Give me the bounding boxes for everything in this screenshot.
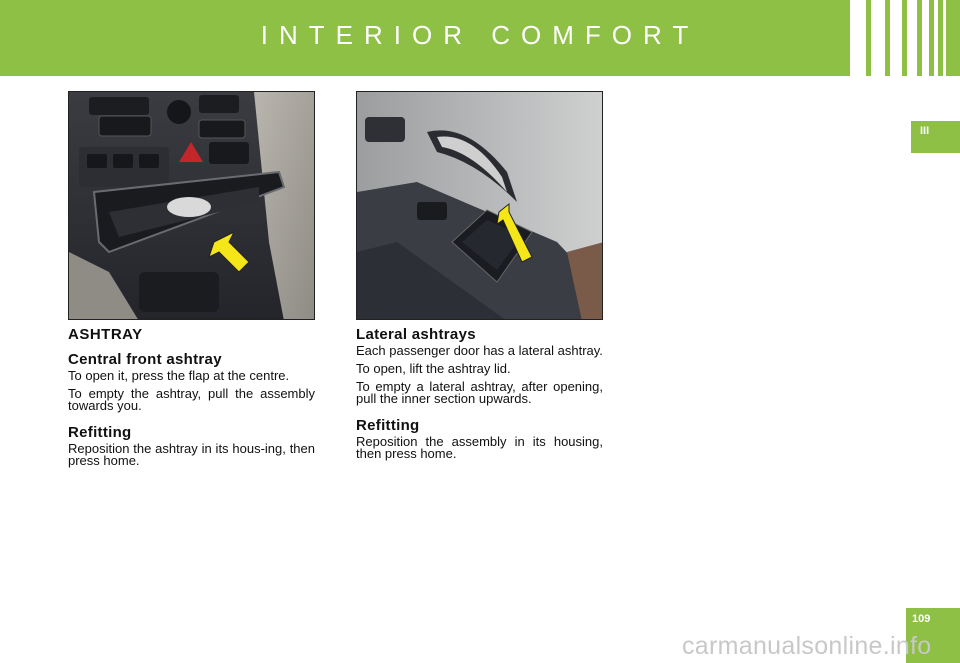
header-bar [0,0,960,76]
subheading: Refitting [68,424,132,441]
left-column [68,326,315,473]
header-stripe [922,0,929,76]
subheading: Lateral ashtrays [356,326,476,343]
header-stripe [907,0,917,76]
lateral-ashtray-photo [356,91,603,320]
central-ashtray-photo [68,91,315,320]
subheading: Central front ashtray [68,351,222,368]
chapter-tab[interactable]: III [911,121,960,153]
page-title: INTERIOR COMFORT [260,20,700,50]
paragraph: Each passenger door has a lateral ashtray. [356,343,603,358]
paragraph: Reposition the ashtray in its hous-ing, then press home. [68,441,315,468]
paragraph: To empty the ashtray, pull the assembly towards you. [68,386,315,413]
paragraph: To open, lift the ashtray lid. [356,361,511,376]
header-stripe [871,0,885,76]
section-heading: ASHTRAY [68,326,143,343]
page-number: 109 [906,608,960,663]
paragraph: To empty a lateral ashtray, after opening, pull the inner section upwards. [356,379,603,406]
subheading: Refitting [356,417,420,434]
header-stripe [934,0,938,76]
watermark-text[interactable]: carmanualsonline.info [682,632,932,660]
header-stripe [890,0,902,76]
header-stripe [943,0,946,76]
right-column [356,326,603,466]
paragraph: Reposition the assembly in its housing, then press home. [356,434,603,461]
header-stripe [850,0,866,76]
paragraph: To open it, press the flap at the centre. [68,368,290,383]
